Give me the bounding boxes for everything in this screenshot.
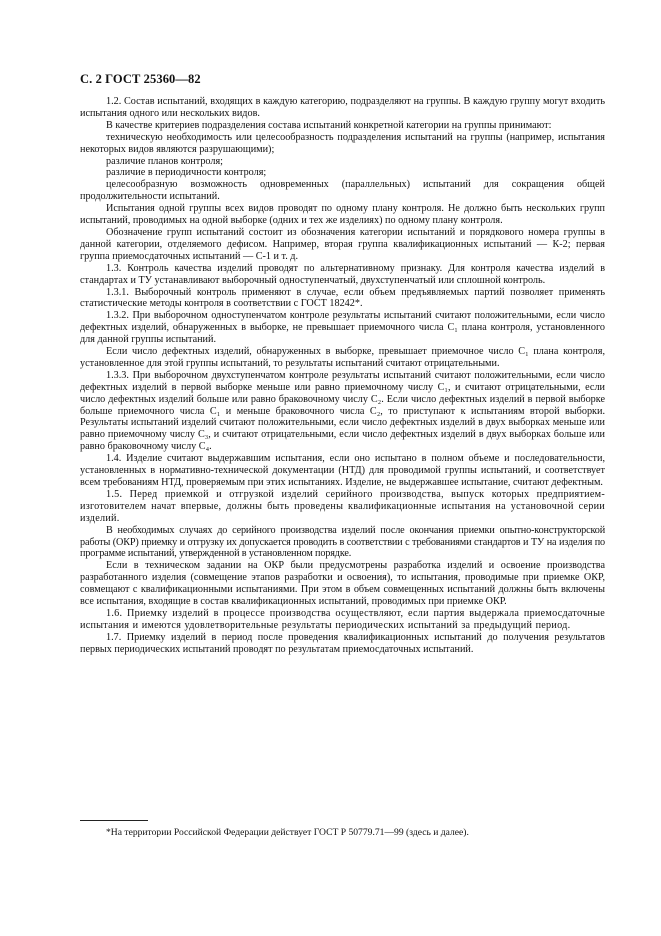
paragraph: 1.3. Контроль качества изделий проводят по альтернативному признаку. Для контроля качества изделий в стандартах и ТУ устанавливают выборочный одноступенчатый, двухступенчатый или сплошной контроль.: [80, 262, 605, 286]
footnote-divider: [80, 820, 148, 821]
paragraph: 1.3.1. Выборочный контроль применяют в случае, если объем предъявляемых партий позволяет применять статистические методы контроля в соответствии с ГОСТ 18242*.: [80, 286, 605, 310]
paragraph: техническую необходимость или целесообразность подразделения испытаний на группы (например, испытания некоторых видов являются разрушающими);: [80, 131, 605, 155]
paragraph: 1.4. Изделие считают выдержавшим испытания, если оно испытано в полном объеме и последовательности, установленных в нормативно-технической документации (НТД) для проводимой группы испытаний, и соответствует всем требованиям НТД, проверяемым при этих испытаниях. Изделие, не выдержавшее испытание, считают дефектным.: [80, 453, 605, 488]
paragraph: Если число дефектных изделий, обнаруженных в выборке, превышает приемочное число C₁ плана контроля, установленное для этой группы испытаний, то результаты испытаний считают отрицательными.: [80, 346, 605, 369]
paragraph: целесообразную возможность одновременных (параллельных) испытаний для сокращения общей продолжительности испытаний.: [80, 179, 605, 203]
footnote: *На территории Российской Федерации действует ГОСТ Р 50779.71—99 (здесь и далее).: [106, 827, 469, 838]
paragraph: 1.2. Состав испытаний, входящих в каждую категорию, подразделяют на группы. В каждую группу могут входить испытания одного или нескольких видов.: [80, 96, 605, 119]
paragraph: Обозначение групп испытаний состоит из обозначения категории испытаний и порядкового номера группы в данной категории, отделяемого дефисом. Например, вторая группа квалификационных испытаний — К-2; первая группа приемосдаточных испытаний — С-1 и т. д.: [80, 226, 605, 262]
document-body: [80, 96, 605, 656]
paragraph: Если в техническом задании на ОКР были предусмотрены разработка изделий и освоение производства разработанного изделия (совмещение этапов разработки и освоения), то испытания, проводимые при приемке ОКР, совмещают с квалификационными испытаниями. При этом в объем совмещенных испытаний должны быть включены все испытания, входящие в состав квалификационных испытаний, проводимых при приемке ОКР.: [80, 560, 605, 608]
paragraph: различие в периодичности контроля;: [106, 167, 267, 179]
paragraph: 1.3.2. При выборочном одноступенчатом контроле результаты испытаний считают положительными, если число дефектных изделий, обнаруженных в выборке, не превышает приемочного числа C₁ плана контроля, установленного для данной группы испытаний.: [80, 310, 605, 346]
paragraph: 1.5. Перед приемкой и отгрузкой изделий серийного производства, выпуск которых предприятием-изготовителем начат впервые, должны быть проведены квалификационные испытания на установочной серии изделий.: [80, 488, 605, 524]
paragraph: В необходимых случаях до серийного производства изделий после окончания приемки опытно-конструкторской работы (ОКР) приемку и отгрузку их допускается проводить в соответствии с требованиями стандартов и ТУ на изделия по программе испытаний, утвержденной в установленном порядке.: [80, 524, 605, 560]
page-header: С. 2 ГОСТ 25360—82: [80, 72, 201, 86]
paragraph: В качестве критериев подразделения состава испытаний конкретной категории на группы принимают:: [106, 119, 552, 131]
paragraph: Испытания одной группы всех видов проводят по одному плану контроля. Не должно быть нескольких групп испытаний, проводимых на одной выборке (одних и тех же изделиях) по одному плану контроля.: [80, 203, 605, 227]
paragraph: 1.7. Приемку изделий в период после проведения квалификационных испытаний до получения результатов первых периодических испытаний проводят по результатам приемосдаточных испытаний.: [80, 631, 605, 655]
paragraph: 1.3.3. При выборочном двухступенчатом контроле результаты испытаний считают положительными, если число дефектных изделий в первой выборке меньше или равно приемочному числу C₁, и считают отрицательными, если число дефектных изделий больше или равно браковочному числу C₂. Если число дефектных изделий в первой выборке больше приемочного числа C₁ и меньше браковочного числа C₂, то приступают к испытаниям второй выборки. Результаты испытаний изделий считают положительными, если число дефектных изделий в двух выборках меньше или равно приемочному числу C₃, и считают отрицательными, если число дефектных изделий в двух выборках больше или равно браковочному числу C₄.: [80, 369, 605, 453]
paragraph: различие планов контроля;: [106, 155, 223, 167]
paragraph: 1.6. Приемку изделий в процессе производства осуществляют, если партия выдержала приемосдаточные испытания и имеются удовлетворительные результаты периодических испытаний за предыдущий период.: [80, 607, 605, 631]
